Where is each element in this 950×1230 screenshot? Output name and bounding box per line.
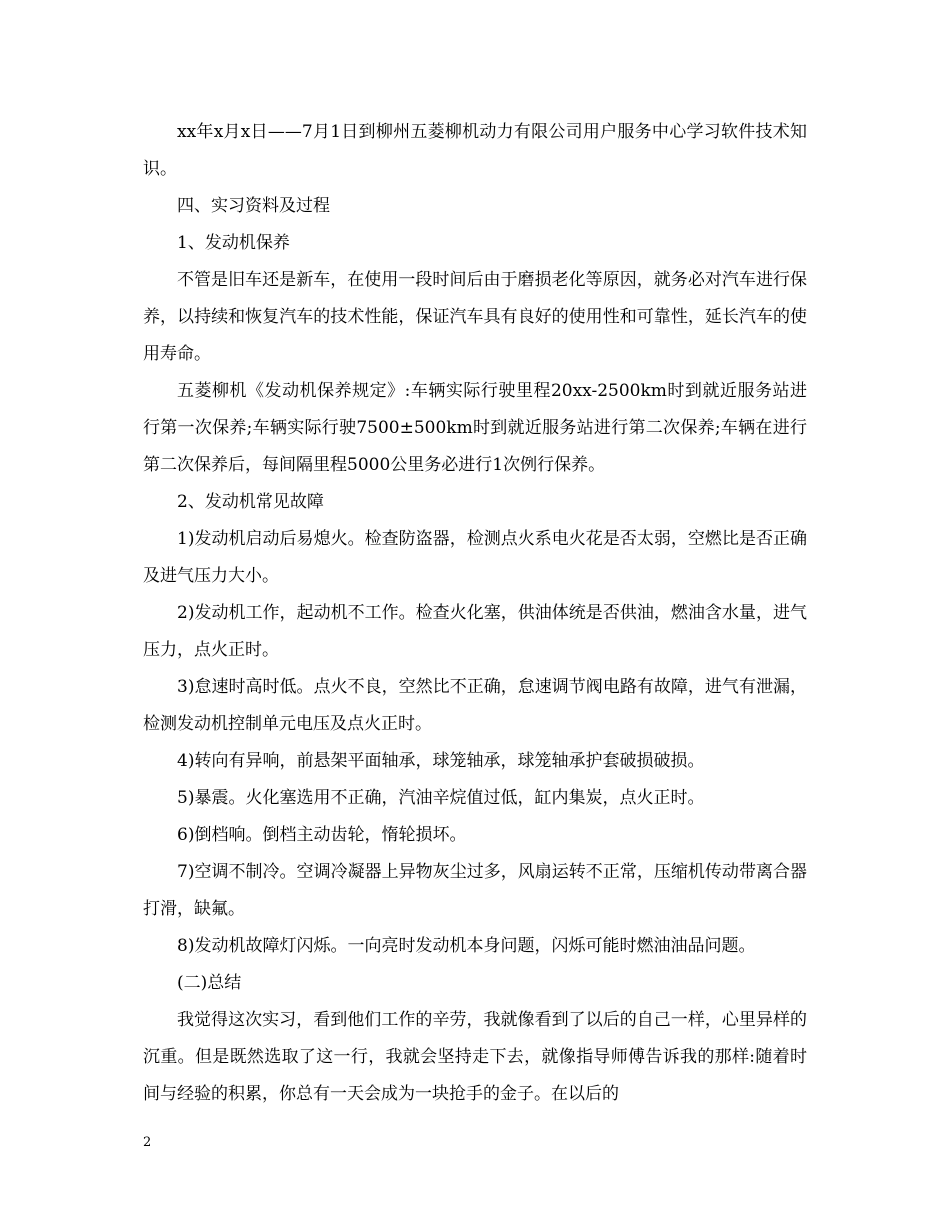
fault-item-7: 7)空调不制冷。空调冷凝器上异物灰尘过多，风扇运转不正常，压缩机传动带离合器打滑，缺氟。 xyxy=(143,862,807,919)
paragraph-maintenance-purpose: 不管是旧车还是新车，在使用一段时间后由于磨损老化等原因，就务必对汽车进行保养，以持续和恢复汽车的技术性能，保证汽车具有良好的使用性和可靠性，延长汽车的使用寿命。 xyxy=(143,270,807,364)
paragraph-maintenance-rules: 五菱柳机《发动机保养规定》:车辆实际行驶里程20xx-2500km时到就近服务站进行第一次保养;车辆实际行驶7500±500km时到就近服务站进行第二次保养;车辆在进行第二次保养后，每间隔里程5000公里务必进行1次例行保养。 xyxy=(143,381,807,475)
fault-item-5: 5)暴震。火化塞选用不正确，汽油辛烷值过低，缸内集炭，点火正时。 xyxy=(177,788,705,808)
fault-item-6: 6)倒档响。倒档主动齿轮，惰轮损坏。 xyxy=(177,825,467,845)
fault-item-3: 3)怠速时高时低。点火不良，空然比不正确，怠速调节阀电路有故障，进气有泄漏，检测发动机控制单元电压及点火正时。 xyxy=(143,677,807,734)
paragraph-internship-period: xx年x月x日——7月1日到柳州五菱柳机动力有限公司用户服务中心学习软件技术知识。 xyxy=(143,122,807,179)
body-text xyxy=(143,114,807,1113)
subheading-summary: (二)总结 xyxy=(177,973,242,993)
fault-item-4: 4)转向有异响，前悬架平面轴承，球笼轴承，球笼轴承护套破损破损。 xyxy=(177,751,705,771)
fault-item-1: 1)发动机启动后易熄火。检查防盗器，检测点火系电火花是否太弱，空燃比是否正确及进气压力大小。 xyxy=(143,529,807,586)
paragraph-summary: 我觉得这次实习，看到他们工作的辛劳，我就像看到了以后的自己一样，心里异样的沉重。但是既然选取了这一行，我就会坚持走下去，就像指导师傅告诉我的那样:随着时间与经验的积累，你总有一天会成为一块抢手的金子。在以后的 xyxy=(143,1010,807,1104)
subheading-engine-maintenance: 1、发动机保养 xyxy=(177,233,290,253)
page-number: 2 xyxy=(143,1135,152,1150)
subheading-common-faults: 2、发动机常见故障 xyxy=(177,492,324,512)
section-heading-content-process: 四、实习资料及过程 xyxy=(177,196,330,216)
fault-item-8: 8)发动机故障灯闪烁。一向亮时发动机本身问题，闪烁可能时燃油油品问题。 xyxy=(177,936,756,956)
fault-item-2: 2)发动机工作，起动机不工作。检查火化塞，供油体统是否供油，燃油含水量，进气压力，点火正时。 xyxy=(143,603,807,660)
